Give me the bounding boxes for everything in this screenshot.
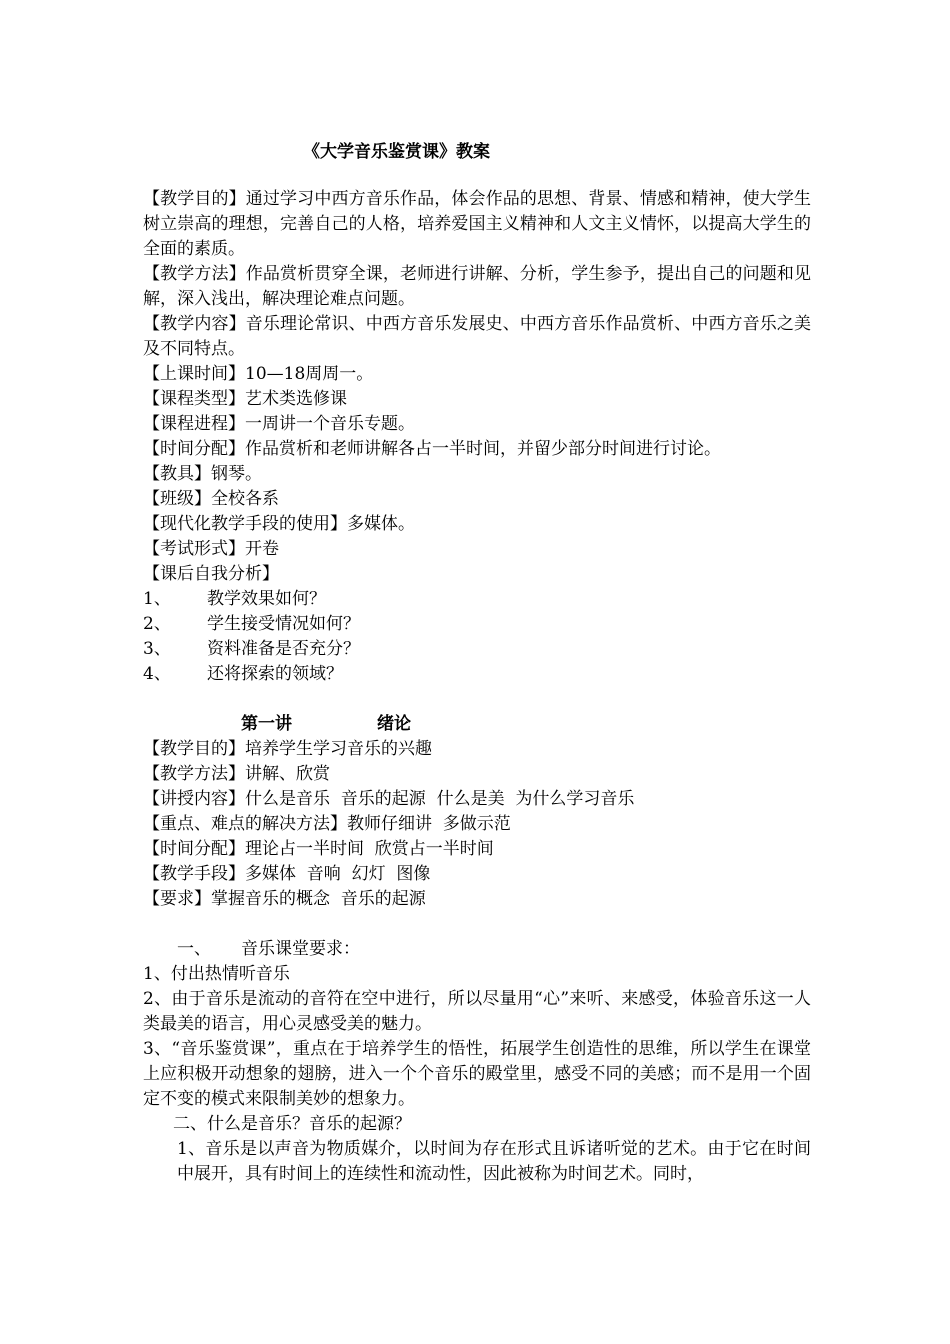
analysis-item — [143, 612, 811, 637]
document-body — [143, 138, 811, 1187]
section1-number: 一、 — [177, 939, 211, 959]
section2-paragraph: 1、音乐是以声音为物质媒介，以时间为存在形式且诉诸听觉的艺术。由于它在时间中展开，具有时间上的连续性和流动性，因此被称为时间艺术。同时， — [177, 1139, 811, 1184]
analysis-number: 2、 — [143, 614, 171, 634]
lecture-objective: 【教学目的】培养学生学习音乐的兴趣 — [143, 739, 432, 759]
section2-heading: 二、什么是音乐？音乐的起源？ — [173, 1114, 411, 1134]
lecture-teaching-means: 【教学手段】多媒体 音响 幻灯 图像 — [143, 864, 431, 884]
lecture-name: 绪论 — [377, 714, 411, 734]
spacer — [143, 687, 811, 712]
intro-course-type: 【课程类型】艺术类选修课 — [143, 389, 347, 409]
lecture-number: 第一讲 — [241, 714, 292, 734]
section1-heading — [143, 937, 811, 962]
intro-modern-means: 【现代化教学手段的使用】多媒体。 — [143, 514, 415, 534]
analysis-text: 教学效果如何？ — [207, 589, 326, 609]
lecture-heading — [143, 712, 811, 737]
intro-content: 【教学内容】音乐理论常识、中西方音乐发展史、中西方音乐作品赏析、中西方音乐之美及不同特点。 — [143, 314, 811, 359]
lecture-requirements: 【要求】掌握音乐的概念 音乐的起源 — [143, 889, 426, 909]
section1-point: 2、由于音乐是流动的音符在空中进行，所以尽量用“心”来听、来感受，体验音乐这一人类最美的语言，用心灵感受美的魅力。 — [143, 989, 811, 1034]
section1-title: 音乐课堂要求： — [241, 939, 360, 959]
lecture-content: 【讲授内容】什么是音乐 音乐的起源 什么是美 为什么学习音乐 — [143, 789, 635, 809]
analysis-item — [143, 662, 811, 687]
analysis-number: 4、 — [143, 664, 171, 684]
document-title: 《大学音乐鉴赏课》教案 — [303, 142, 490, 162]
intro-method: 【教学方法】作品赏析贯穿全课，老师进行讲解、分析，学生参予，提出自己的问题和见解，深入浅出，解决理论难点问题。 — [143, 264, 811, 309]
intro-time-allocation: 【时间分配】作品赏析和老师讲解各占一半时间，并留少部分时间进行讨论。 — [143, 439, 721, 459]
analysis-item — [143, 587, 811, 612]
analysis-item — [143, 637, 811, 662]
intro-self-analysis: 【课后自我分析】 — [143, 564, 279, 584]
lecture-key-points: 【重点、难点的解决方法】教师仔细讲 多做示范 — [143, 814, 511, 834]
analysis-text: 资料准备是否充分？ — [207, 639, 360, 659]
intro-schedule: 【上课时间】10—18周周一。 — [143, 364, 374, 384]
analysis-text: 学生接受情况如何？ — [207, 614, 360, 634]
section1-point: 1、付出热情听音乐 — [143, 964, 290, 984]
analysis-text: 还将探索的领域？ — [207, 664, 343, 684]
spacer — [143, 912, 811, 937]
analysis-number: 1、 — [143, 589, 171, 609]
lecture-time-allocation: 【时间分配】理论占一半时间 欣赏占一半时间 — [143, 839, 494, 859]
intro-class: 【班级】全校各系 — [143, 489, 279, 509]
analysis-number: 3、 — [143, 639, 171, 659]
intro-exam-form: 【考试形式】开卷 — [143, 539, 279, 559]
intro-progress: 【课程进程】一周讲一个音乐专题。 — [143, 414, 415, 434]
intro-objective: 【教学目的】通过学习中西方音乐作品，体会作品的思想、背景、情感和精神，使大学生树立崇高的理想，完善自己的人格，培养爱国主义精神和人文主义情怀，以提高大学生的全面的素质。 — [143, 189, 811, 259]
lecture-method: 【教学方法】讲解、欣赏 — [143, 764, 330, 784]
intro-teaching-aids: 【教具】钢琴。 — [143, 464, 262, 484]
section1-point: 3、“音乐鉴赏课”，重点在于培养学生的悟性，拓展学生创造性的思维，所以学生在课堂上应积极开动想象的翅膀，进入一个个音乐的殿堂里，感受不同的美感；而不是用一个固定不变的模式来限制美妙的想象力。 — [143, 1039, 811, 1109]
